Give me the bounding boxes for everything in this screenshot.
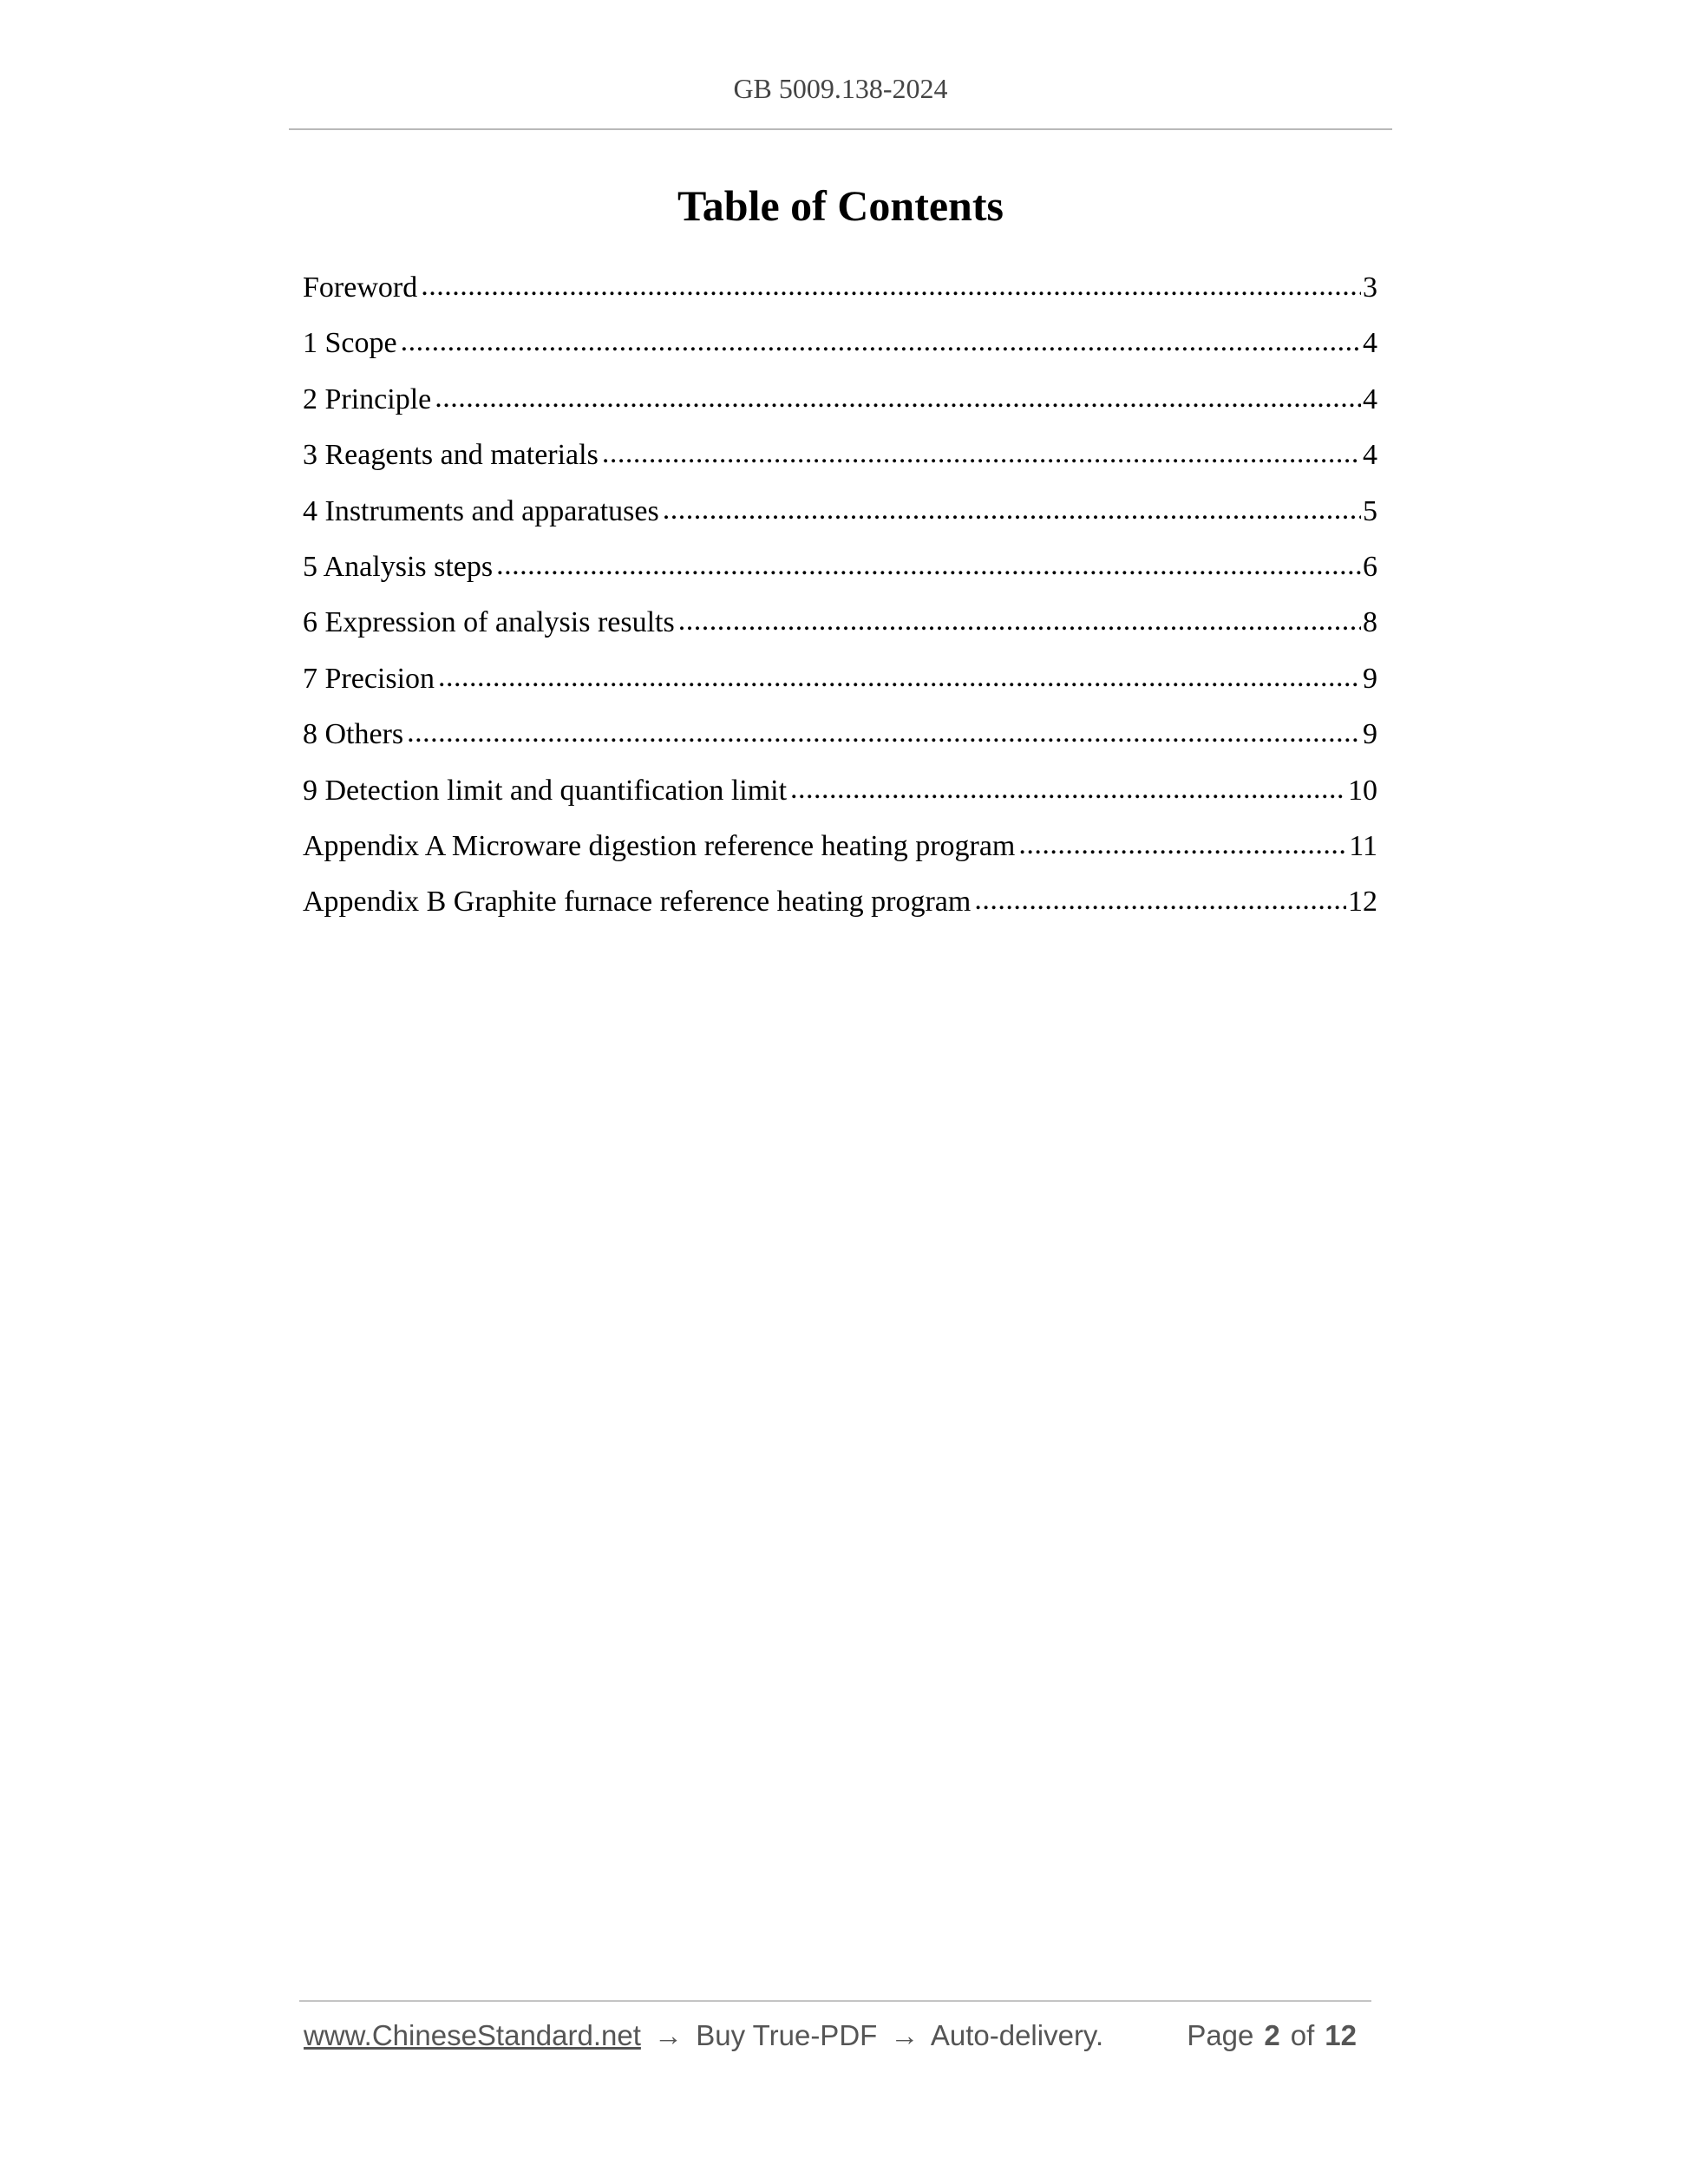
toc-dot-leader xyxy=(1018,819,1347,873)
chinesestandard-link[interactable]: www.ChineseStandard.net xyxy=(304,2019,641,2051)
toc-entry-appendix-b[interactable] xyxy=(303,874,1377,930)
total-pages-number: 12 xyxy=(1325,2019,1357,2051)
toc-dot-leader xyxy=(790,763,1346,817)
toc-entry-instruments[interactable] xyxy=(303,484,1377,539)
toc-dot-leader xyxy=(401,316,1361,369)
page-word: Page xyxy=(1187,2019,1254,2051)
toc-entry-label: 4 Instruments and apparatuses xyxy=(303,494,659,527)
toc-dot-leader xyxy=(678,595,1361,649)
toc-entry-page: 10 xyxy=(1348,774,1377,807)
toc-entry-page: 4 xyxy=(1363,327,1377,360)
arrow-right-icon: → xyxy=(890,2019,919,2051)
toc-entry-scope[interactable] xyxy=(303,316,1377,371)
toc-entry-page: 9 xyxy=(1363,662,1377,695)
toc-dot-leader xyxy=(974,874,1346,928)
toc-entry-label: Foreword xyxy=(303,271,418,304)
toc-entry-precision[interactable] xyxy=(303,651,1377,707)
document-code-header: GB 5009.138-2024 xyxy=(733,73,948,104)
auto-delivery-text: Auto-delivery. xyxy=(930,2019,1104,2051)
toc-entry-others[interactable] xyxy=(303,707,1377,762)
toc-entry-page: 6 xyxy=(1363,550,1377,583)
footer-divider xyxy=(299,2000,1371,2002)
toc-entry-label: 8 Others xyxy=(303,718,404,751)
toc-dot-leader xyxy=(602,428,1361,481)
toc-entry-label: Appendix B Graphite furnace reference heating program xyxy=(303,886,972,919)
toc-entry-page: 8 xyxy=(1363,606,1377,639)
toc-entry-analysis-steps[interactable] xyxy=(303,539,1377,595)
toc-entry-label: 5 Analysis steps xyxy=(303,550,494,583)
toc-entry-principle[interactable] xyxy=(303,372,1377,428)
toc-entry-label: 7 Precision xyxy=(303,662,435,695)
toc-dot-leader xyxy=(438,651,1361,705)
toc-entry-page: 11 xyxy=(1349,829,1377,862)
toc-entry-page: 9 xyxy=(1363,718,1377,751)
toc-entry-detection-limit[interactable] xyxy=(303,763,1377,819)
toc-entry-label: 6 Expression of analysis results xyxy=(303,606,675,639)
page-number-indicator xyxy=(1187,2019,1367,2052)
toc-entry-appendix-a[interactable] xyxy=(303,819,1377,874)
toc-list xyxy=(303,260,1377,931)
toc-entry-label: 1 Scope xyxy=(303,327,397,360)
toc-entry-foreword[interactable] xyxy=(303,260,1377,316)
toc-entry-page: 12 xyxy=(1348,886,1377,919)
toc-entry-page: 3 xyxy=(1363,271,1377,304)
toc-dot-leader xyxy=(407,707,1361,761)
arrow-right-icon: → xyxy=(654,2019,684,2051)
header-divider xyxy=(289,128,1392,130)
toc-dot-leader xyxy=(435,372,1361,426)
toc-entry-page: 4 xyxy=(1363,439,1377,472)
of-word: of xyxy=(1290,2019,1315,2051)
toc-entry-page: 4 xyxy=(1363,383,1377,415)
toc-title: Table of Contents xyxy=(677,181,1004,230)
page-footer xyxy=(304,2019,1367,2057)
toc-entry-label: 3 Reagents and materials xyxy=(303,439,599,472)
toc-dot-leader xyxy=(496,539,1361,593)
toc-entry-label: 2 Principle xyxy=(303,383,432,415)
toc-dot-leader xyxy=(663,484,1361,538)
current-page-number: 2 xyxy=(1264,2019,1280,2051)
toc-dot-leader xyxy=(421,260,1361,314)
toc-entry-label: Appendix A Microware digestion reference heating program xyxy=(303,829,1016,862)
toc-entry-reagents[interactable] xyxy=(303,428,1377,483)
buy-true-pdf-text: Buy True-PDF xyxy=(696,2019,878,2051)
toc-entry-label: 9 Detection limit and quantification limit xyxy=(303,774,788,807)
footer-promo xyxy=(304,2019,1103,2052)
toc-entry-page: 5 xyxy=(1363,494,1377,527)
toc-entry-expression[interactable] xyxy=(303,595,1377,651)
